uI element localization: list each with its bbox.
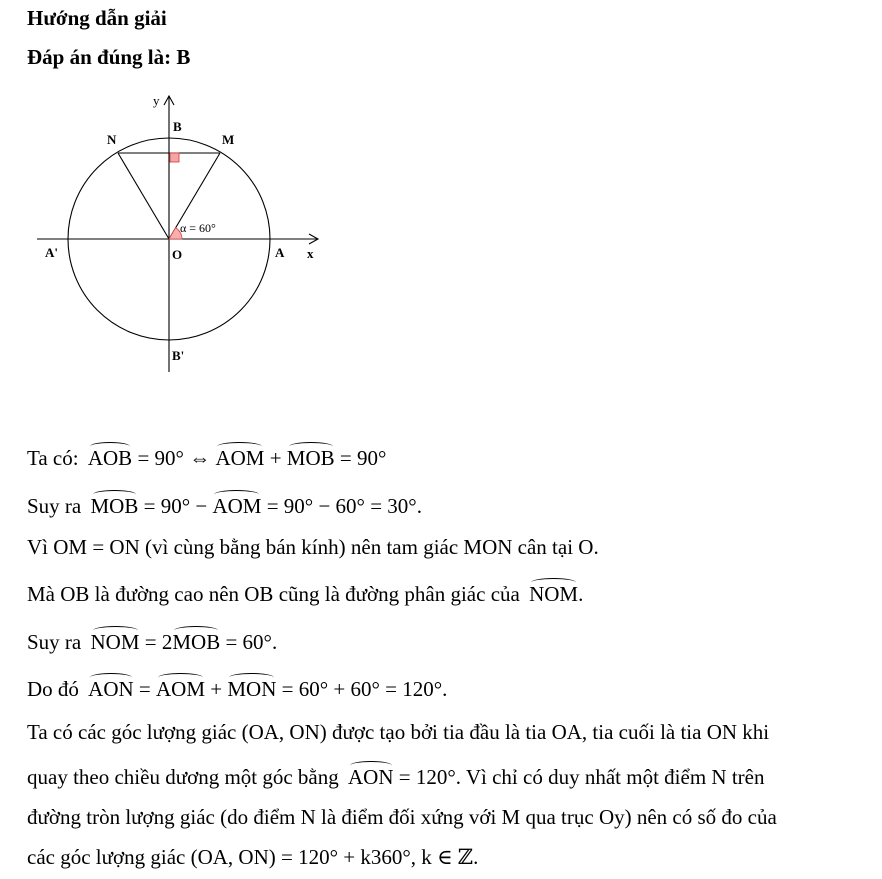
angle-label: α = 60° (180, 221, 216, 235)
arc-nom: NOM (529, 582, 579, 606)
solution-line-6 (27, 677, 447, 701)
text: = 90° − (143, 494, 213, 518)
arc-aon: AON (348, 765, 394, 789)
arc-aob: AOB (87, 446, 133, 470)
arc-aom: AOM (212, 494, 262, 518)
solution-line-2 (27, 494, 422, 518)
label-a-prime: A' (45, 245, 58, 260)
solution-line-7: Ta có các góc lượng giác (OA, ON) được tạo bởi tia đầu là tia OA, tia cuối là tia ON khi (27, 720, 770, 744)
segment-on (118, 153, 169, 239)
text: Ta có: (27, 446, 79, 470)
arc-aon: AON (88, 677, 134, 701)
unit-circle-figure (0, 0, 882, 400)
text: = 90° (137, 446, 184, 470)
arc-aom: AOM (156, 677, 206, 701)
arc-mob: MOB (172, 630, 221, 654)
solution-line-9: đường tròn lượng giác (do điểm N là điểm đối xứng với M qua trục Oy) nên có số đo của (27, 805, 777, 829)
text: Suy ra (27, 494, 82, 518)
arc-mob: MOB (90, 494, 139, 518)
label-b: B (173, 119, 182, 134)
label-n: N (107, 132, 117, 147)
text: = 2 (144, 630, 173, 654)
arc-mob: MOB (286, 446, 335, 470)
text: + (269, 446, 282, 470)
right-angle-marker (170, 153, 179, 162)
solution-line-8 (27, 765, 764, 789)
label-o: O (172, 247, 183, 262)
text: . (578, 582, 584, 606)
label-y: y (153, 93, 160, 108)
solution-line-3: Vì OM = ON (vì cùng bằng bán kính) nên tam giác MON cân tại O. (27, 535, 599, 559)
label-m: M (222, 132, 235, 147)
text: = 60° + 60° = 120°. (281, 677, 448, 701)
arc-aom: AOM (215, 446, 265, 470)
solution-heading: Hướng dẫn giải (27, 6, 167, 30)
solution-line-1 (27, 446, 386, 470)
label-b-prime: B' (172, 348, 185, 363)
text: Mà OB là đường cao nên OB cũng là đường phân giác của (27, 582, 520, 606)
arc-nom: NOM (90, 630, 140, 654)
label-x: x (307, 246, 314, 261)
equivalence-symbol: ⇔ (189, 446, 211, 470)
text: = 120°. Vì chỉ có duy nhất một điểm N trên (398, 765, 765, 789)
arc-mon: MON (227, 677, 277, 701)
solution-line-10: các góc lượng giác (OA, ON) = 120° + k360°, k ∈ ℤ. (27, 845, 479, 869)
text: Do đó (27, 677, 79, 701)
text: = (138, 677, 151, 701)
text: quay theo chiều dương một góc bằng (27, 765, 339, 789)
answer-line: Đáp án đúng là: B (27, 45, 191, 69)
text: = 90° (339, 446, 387, 470)
text: Suy ra (27, 630, 82, 654)
label-a: A (275, 245, 285, 260)
text: = 60°. (225, 630, 278, 654)
text: + (210, 677, 223, 701)
text: = 90° − 60° = 30°. (266, 494, 422, 518)
solution-line-5 (27, 630, 277, 654)
solution-line-4 (27, 582, 583, 606)
